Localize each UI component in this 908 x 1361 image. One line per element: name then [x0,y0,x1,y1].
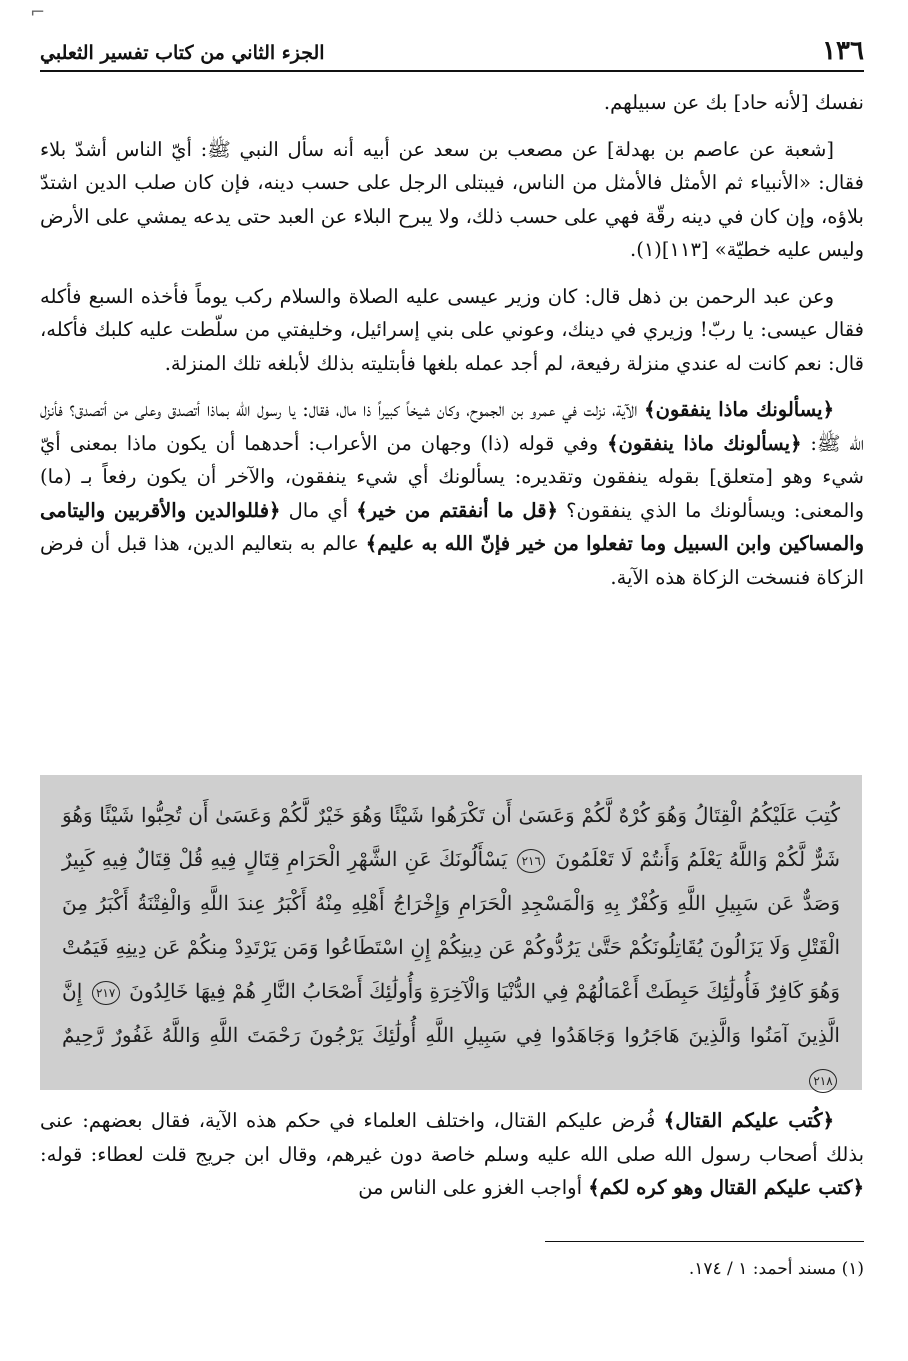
ayah-number-216: ٢١٦ [517,849,545,873]
paragraph-5-qital [40,1104,864,1205]
tafsir-text: أواجب الغزو على الناس من [358,1176,589,1199]
verse-218: إِنَّ الَّذِينَ آمَنُوا وَالَّذِينَ هَاجَرُوا وَجَاهَدُوا فِي سَبِيلِ اللَّهِ أُولَٰئِكَ يَرْجُونَ رَحْمَتَ اللَّهِ وَاللَّهُ غَفُورٌ رَّحِيمٌ [62,979,840,1047]
tafsir-text: الآية، نزلت في عمرو بن الجموح، وكان شيخاً كبيراً ذا مال، فقال: يا رسول الله بماذا أتصدق وعلى من أتصدق؟ فأنزل الله ﷺ: [40,398,864,455]
paragraph-2-hadith: [شعبة عن عاصم بن بهدلة] عن مصعب بن سعد عن أبيه أنه سأل النبي ﷺ: أيّ الناس أشدّ بلاء فقال: «الأنبياء ثم الأمثل فالأمثل من الناس، فيبتلى الرجل على حسب دينه، فإن كان صلب الدين اشتدّ بلاؤه، وإن كان في دينه رقّة فهي على حسب ذلك، ولا يبرح البلاء عن العبد حتى يدعه يمشي على الأرض وليس عليه خطيّة» [١١٣](١). [40,137,864,261]
tafsir-text: وفي قوله (ذا) وجهان من الأعراب: أحدهما أن يكون ماذا بمعنى أيّ شيء وهو [متعلق] بقوله ينفقون وتقديره: يسألونك أي شيء ينفقون، والآخر أن يكون رفعاً بـ (ما) والمعنى: ويسألونك ما الذي ينفقون؟ [40,431,864,522]
verse-quote: ﴿يسألونك ماذا ينفقون﴾ [644,398,834,421]
tafsir-text: عالم به بتعاليم الدين، هذا قبل أن فرض الزكاة فنسخت الزكاة هذه الآية. [40,532,864,589]
quran-verses-box [40,775,862,1090]
tafsir-text: أي مال [280,498,357,522]
verse-quote: ﴿يسألونك ماذا ينفقون﴾ [607,431,802,455]
verse-quote: ﴿كتب عليكم القتال وهو كره لكم﴾ [588,1176,864,1199]
verse-quote: ﴿قل ما أنفقتم من خير﴾ [356,498,558,522]
paragraph-4-tafsir [40,393,864,594]
verse-quote: ﴿كُتب عليكم القتال﴾ [663,1109,834,1132]
ayah-number-217: ٢١٧ [92,981,120,1005]
footnote: (١) مسند أحمد: ١ / ١٧٤. [688,1259,864,1279]
verse-quote: ﴿فللوالدين والأقربين واليتامى والمساكين وابن السبيل وما تفعلوا من خير فإنّ الله به عليم﴾ [40,498,864,555]
paragraph-1: نفسك [لأنه حاد] بك عن سبيلهم. [603,91,864,114]
footnote-divider [545,1241,864,1242]
body-text-lower [40,1104,864,1218]
paragraph-3-isa: وعن عبد الرحمن بن ذهل قال: كان وزير عيسى عليه الصلاة والسلام ركب يوماً فأخذه السبع فأكله فقال عيسى: يا ربّ! وزيري في دينك، وعوني على بني إسرائيل، وخليفتي من سلّطت عليه كلبك فأكله، قال: نعم كانت له عندي منزلة رفيعة، لم أجد عمله بلغها فأبتليته بذلك لأبلغه تلك المنزلة. [40,284,864,375]
verse-216: كُتِبَ عَلَيْكُمُ الْقِتَالُ وَهُوَ كُرْهٌ لَّكُمْ وَعَسَىٰ أَن تَكْرَهُوا شَيْئًا وَهُوَ خَيْرٌ لَّكُمْ وَعَسَىٰ أَن تُحِبُّوا شَيْئًا وَهُوَ شَرٌّ لَّكُمْ وَاللَّهُ يَعْلَمُ وَأَنتُمْ لَا تَعْلَمُونَ [62,803,841,871]
page-number: ١٣٦ [822,36,864,66]
ayah-number-218: ٢١٨ [809,1069,837,1093]
running-title: الجزء الثاني من كتاب تفسير الثعلبي [40,42,325,64]
body-text-upper [40,86,864,607]
page-header [40,30,864,72]
corner-mark: ⌐ [30,2,46,23]
verse-217: يَسْأَلُونَكَ عَنِ الشَّهْرِ الْحَرَامِ قِتَالٍ فِيهِ قُلْ قِتَالٌ فِيهِ كَبِيرٌ وَصَدٌّ عَن سَبِيلِ اللَّهِ وَكُفْرٌ بِهِ وَالْمَسْجِدِ الْحَرَامِ وَإِخْرَاجُ أَهْلِهِ مِنْهُ أَكْبَرُ عِندَ اللَّهِ وَالْفِتْنَةُ أَكْبَرُ مِنَ الْقَتْلِ وَلَا يَزَالُونَ يُقَاتِلُونَكُمْ حَتَّىٰ يَرُدُّوكُمْ عَن دِينِكُمْ إِنِ اسْتَطَاعُوا وَمَن يَرْتَدِدْ مِنكُمْ عَن دِينِهِ فَيَمُتْ وَهُوَ كَافِرٌ فَأُولَٰئِكَ حَبِطَتْ أَعْمَالُهُمْ فِي الدُّنْيَا وَالْآخِرَةِ وَأُولَٰئِكَ أَصْحَابُ النَّارِ هُمْ فِيهَا خَالِدُونَ [62,847,840,1003]
tafsir-text: فُرض عليكم القتال، واختلف العلماء في حكم هذه الآية، فقال بعضهم: عنى بذلك أصحاب رسول الله صلى الله عليه وسلم خاصة دون غيرهم، وقال ابن جريج قلت لعطاء: قوله: [40,1109,864,1166]
